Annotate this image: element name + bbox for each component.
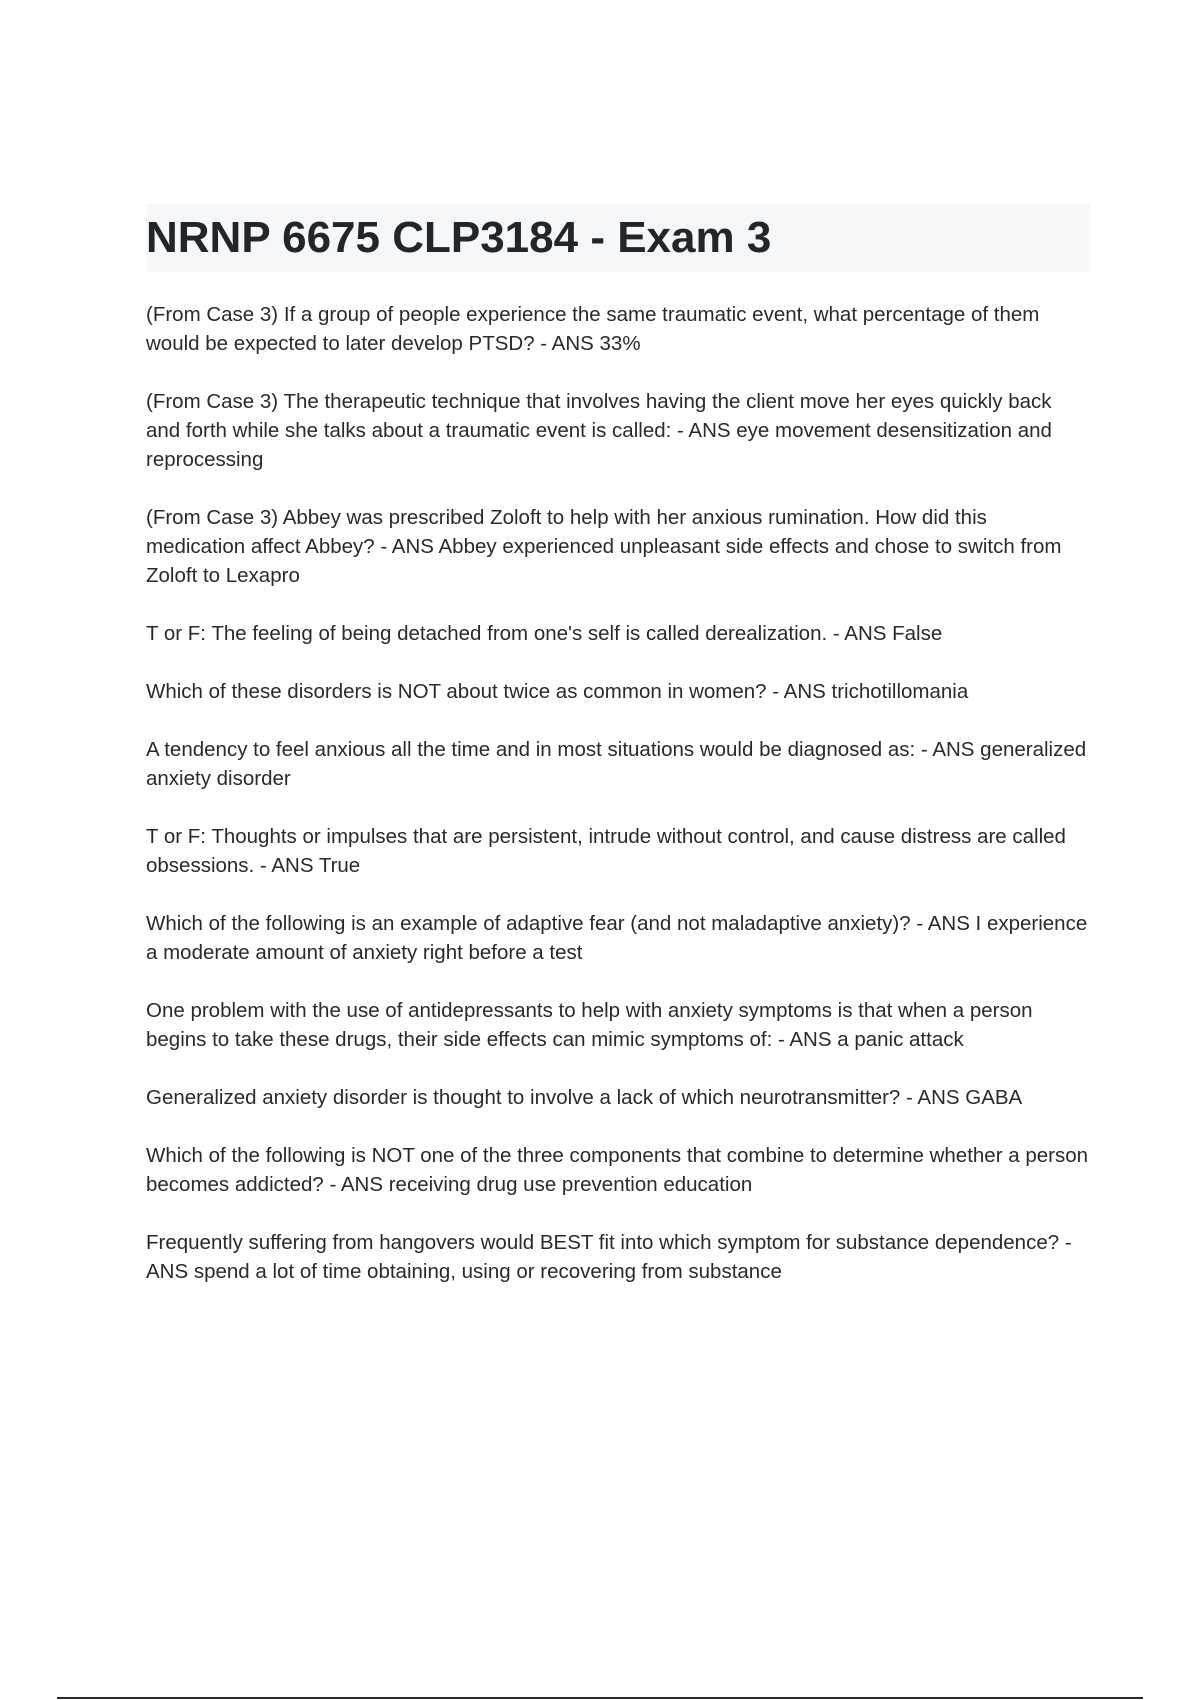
qa-item: (From Case 3) The therapeutic technique that involves having the client move her eyes quickly back and forth while she talks about a traumatic event is called: - ANS eye movement desensitization and reprocessing	[146, 390, 1052, 471]
title-band	[146, 204, 1090, 272]
qa-item: Frequently suffering from hangovers would BEST fit into which symptom for substance dependence? - ANS spend a lot of time obtaining, using or recovering from substance	[146, 1231, 1072, 1283]
qa-item: One problem with the use of antidepressants to help with anxiety symptoms is that when a person begins to take these drugs, their side effects can mimic symptoms of: - ANS a panic attack	[146, 999, 1033, 1051]
qa-item: A tendency to feel anxious all the time and in most situations would be diagnosed as: - ANS generalized anxiety disorder	[146, 738, 1087, 790]
qa-item: Which of these disorders is NOT about twice as common in women? - ANS trichotillomania	[146, 680, 969, 703]
qa-item: (From Case 3) If a group of people experience the same traumatic event, what percentage of them would be expected to later develop PTSD? - ANS 33%	[146, 303, 1040, 355]
bottom-divider	[57, 1697, 1143, 1699]
page-title: NRNP 6675 CLP3184 - Exam 3	[146, 213, 772, 262]
qa-list	[146, 300, 1091, 1315]
qa-item: Generalized anxiety disorder is thought to involve a lack of which neurotransmitter? - ANS GABA	[146, 1086, 1023, 1109]
qa-item: (From Case 3) Abbey was prescribed Zoloft to help with her anxious rumination. How did this medication affect Abbey? - ANS Abbey experienced unpleasant side effects and chose to switch from Zoloft to Lexapro	[146, 506, 1062, 587]
qa-item: T or F: Thoughts or impulses that are persistent, intrude without control, and cause distress are called obsessions. - ANS True	[146, 825, 1066, 877]
qa-item: Which of the following is an example of adaptive fear (and not maladaptive anxiety)? - ANS I experience a moderate amount of anxiety right before a test	[146, 912, 1088, 964]
qa-item: T or F: The feeling of being detached from one's self is called derealization. - ANS False	[146, 622, 943, 645]
qa-item: Which of the following is NOT one of the three components that combine to determine whether a person becomes addicted? - ANS receiving drug use prevention education	[146, 1144, 1088, 1196]
